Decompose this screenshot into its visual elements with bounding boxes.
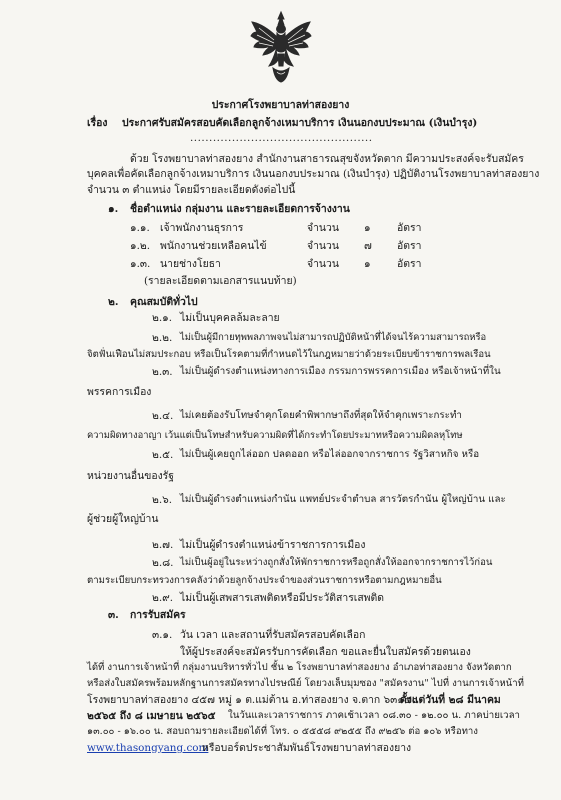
- position-2-unit: อัตรา: [397, 240, 422, 252]
- position-3-count-label: จำนวน: [307, 258, 339, 270]
- qualification-5-text-line-2: หน่วยงานอื่นของรัฐ: [87, 470, 174, 482]
- qualification-1-text: ไม่เป็นบุคคลล้มละลาย: [180, 312, 280, 324]
- qualification-8-text-line-1: ไม่เป็นผู้อยู่ในระหว่างถูกสั่งให้พักราชการหรือถูกสั่งให้ออกจากราชการไว้ก่อน: [180, 557, 493, 568]
- qualification-4-number: ๒.๔.: [152, 410, 174, 422]
- intro-line-3: จำนวน ๓ ตำแหน่ง โดยมีรายละเอียดดังต่อไปนี้: [87, 184, 296, 196]
- qualification-3-number: ๒.๓.: [152, 366, 173, 378]
- qualification-9-text: ไม่เป็นผู้เสพสารเสพติดหรือมีประวัติสารเสพติด: [180, 592, 385, 604]
- section-2-number: ๒.: [108, 296, 119, 308]
- qualification-6-text-line-1: ไม่เป็นผู้ดำรงตำแหน่งกำนัน แพทย์ประจำตำบล สารวัตรกำนัน ผู้ใหญ่บ้าน และ: [180, 494, 506, 505]
- position-1-unit: อัตรา: [397, 222, 422, 234]
- qualification-3-text-line-1: ไม่เป็นผู้ดำรงตำแหน่งทางการเมือง กรรมการพรรคการเมือง หรือเจ้าหน้าที่ใน: [180, 366, 501, 377]
- qualification-2-text-line-2: จิตฟั่นเฟือนไม่สมประกอบ หรือเป็นโรคตามที่กำหนดไว้ในกฎหมายว่าด้วยระเบียบข้าราชการพลเรือน: [87, 349, 491, 360]
- section-1-number: ๑.: [108, 203, 119, 215]
- subject-label: เรื่อง: [87, 117, 108, 129]
- positions-note: (รายละเอียดตามเอกสารแนบท้าย): [144, 275, 297, 287]
- application-period-start: ตั้งแต่วันที่ ๒๘ มีนาคม: [400, 694, 501, 706]
- position-3-number: ๑.๓.: [130, 258, 151, 270]
- intro-line-2: บุคคลเพื่อคัดเลือกลูกจ้างเหมาบริการ เงินนอกงบประมาณ (เงินบำรุง) ปฏิบัติงานโรงพยาบาลท่าสองยาง: [87, 168, 540, 180]
- application-text-line-5: ในวันและเวลาราชการ ภาคเช้าเวลา ๐๘.๓๐ - ๑๒.๐๐ น. ภาคบ่ายเวลา: [228, 710, 521, 721]
- qualification-8-text-line-2: ตามระเบียบกระทรวงการคลังว่าด้วยลูกจ้างประจำของส่วนราชการหรือตามกฎหมายอื่น: [87, 575, 442, 586]
- garuda-emblem-icon: [249, 10, 313, 84]
- position-1-count: ๑: [364, 222, 371, 234]
- intro-line-1: ด้วย โรงพยาบาลท่าสองยาง สำนักงานสาธารณสุขจังหวัดตาก มีความประสงค์จะรับสมัคร: [130, 153, 524, 165]
- position-1-number: ๑.๑.: [130, 222, 150, 234]
- qualification-2-text-line-1: ไม่เป็นผู้มีกายทุพพลภาพจนไม่สามารถปฏิบัติหน้าที่ได้จนไร้ความสามารถหรือ: [180, 332, 487, 343]
- website-link[interactable]: www.thasongyang.com: [87, 742, 209, 754]
- qualification-2-number: ๒.๒.: [152, 332, 173, 344]
- position-2-count: ๗: [364, 240, 372, 252]
- application-text-line-3: หรือส่งใบสมัครพร้อมหลักฐานการสมัครทางไปรษณีย์ โดยวงเล็บมุมซอง "สมัครงาน" ไปที่ งานการเจ้าหน้าที่: [87, 678, 524, 689]
- position-1-count-label: จำนวน: [307, 222, 339, 234]
- section-2-heading: คุณสมบัติทั่วไป: [130, 296, 198, 308]
- qualification-3-text-line-2: พรรคการเมือง: [87, 386, 152, 398]
- qualification-5-text-line-1: ไม่เป็นผู้เคยถูกไล่ออก ปลดออก หรือไล่ออกจากราชการ รัฐวิสาหกิจ หรือ: [180, 449, 480, 460]
- position-3-name: นายช่างโยธา: [160, 258, 221, 270]
- position-2-count-label: จำนวน: [307, 240, 339, 252]
- application-period-end: ๒๕๖๕ ถึง ๘ เมษายน ๒๕๖๕: [87, 710, 216, 722]
- application-text-line-1: ให้ผู้ประสงค์จะสมัครรับการคัดเลือก ขอและยื่นใบสมัครด้วยตนเอง: [180, 646, 471, 658]
- position-1-name: เจ้าพนักงานธุรการ: [160, 222, 244, 234]
- qualification-6-number: ๒.๖.: [152, 494, 173, 506]
- section-3-1-number: ๓.๑.: [152, 629, 173, 641]
- qualification-9-number: ๒.๙.: [152, 592, 174, 604]
- position-3-count: ๑: [364, 258, 371, 270]
- qualification-7-text: ไม่เป็นผู้ดำรงตำแหน่งข้าราชการการเมือง: [180, 539, 366, 551]
- position-2-name: พนักงานช่วยเหลือคนไข้: [160, 240, 267, 252]
- title-separator: ................................................: [190, 132, 373, 144]
- application-text-line-7: หรือบอร์ดประชาสัมพันธ์โรงพยาบาลท่าสองยาง: [202, 742, 412, 754]
- qualification-8-number: ๒.๘.: [152, 557, 174, 569]
- position-3-unit: อัตรา: [397, 258, 422, 270]
- application-text-line-4: โรงพยาบาลท่าสองยาง ๔๕๗ หมู่ ๑ ต.แม่ต้าน อ.ท่าสองยาง จ.ตาก ๖๓๑๕๐: [87, 694, 419, 706]
- qualification-6-text-line-2: ผู้ช่วยผู้ใหญ่บ้าน: [87, 513, 159, 525]
- section-3-heading: การรับสมัคร: [130, 609, 186, 621]
- qualification-7-number: ๒.๗.: [152, 539, 174, 551]
- qualification-4-text-line-2: ความผิดทางอาญา เว้นแต่เป็นโทษสำหรับความผิดที่ได้กระทำโดยประมาทหรือความผิดลหุโทษ: [87, 430, 463, 441]
- qualification-1-number: ๒.๑.: [152, 312, 173, 324]
- section-3-1-heading: วัน เวลา และสถานที่รับสมัครสอบคัดเลือก: [180, 629, 366, 641]
- qualification-5-number: ๒.๕.: [152, 449, 174, 461]
- section-3-number: ๓.: [108, 609, 119, 621]
- section-1-heading: ชื่อตำแหน่ง กลุ่มงาน และรายละเอียดการจ้างงาน: [130, 203, 350, 215]
- qualification-4-text-line-1: ไม่เคยต้องรับโทษจำคุกโดยคำพิพากษาถึงที่สุดให้จำคุกเพราะกระทำ: [180, 410, 462, 421]
- application-text-line-2: ได้ที่ งานการเจ้าหน้าที่ กลุ่มงานบริหารทั่วไป ชั้น ๒ โรงพยาบาลท่าสองยาง อำเภอท่าสองยาง จังหวัดตาก: [87, 662, 512, 673]
- announcement-title: ประกาศโรงพยาบาลท่าสองยาง: [211, 99, 350, 111]
- position-2-number: ๑.๒.: [130, 240, 151, 252]
- application-text-line-6: ๑๓.๐๐ - ๑๖.๐๐ น. สอบถามรายละเอียดได้ที่ โทร. ๐ ๕๕๕๘ ๙๒๕๕ ถึง ๙๒๕๖ ต่อ ๑๐๖ หรือทาง: [87, 726, 478, 737]
- subject-text: ประกาศรับสมัครสอบคัดเลือกลูกจ้างเหมาบริการ เงินนอกงบประมาณ (เงินบำรุง): [122, 117, 478, 129]
